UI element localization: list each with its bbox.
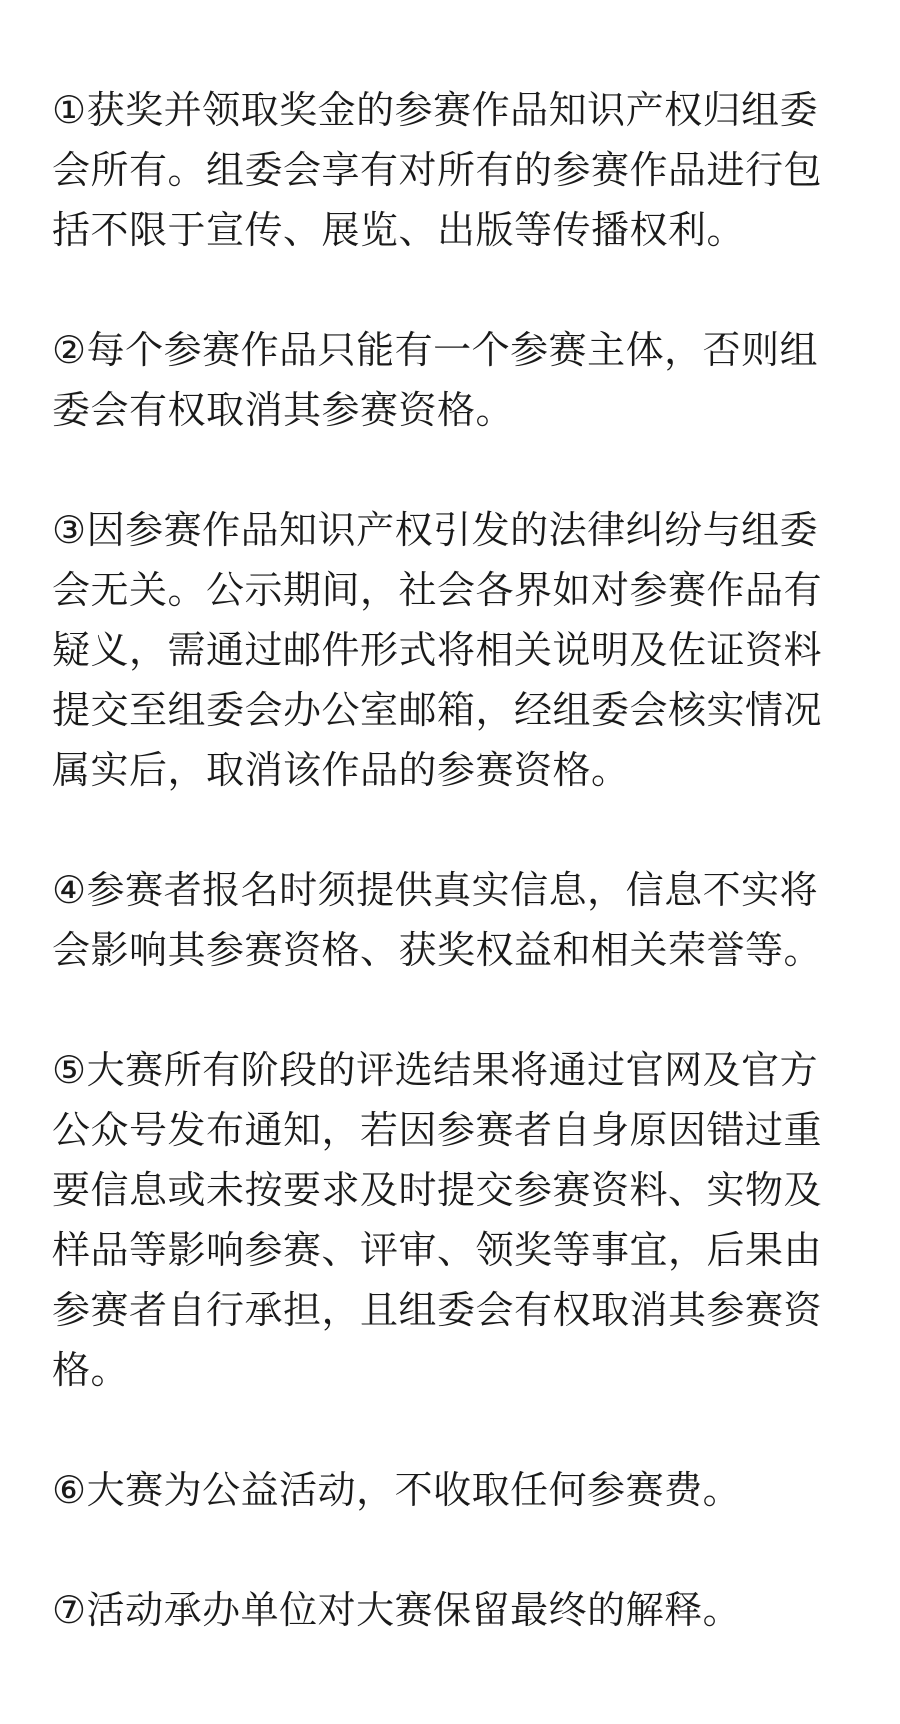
rules-document bbox=[52, 80, 852, 1640]
rule-paragraph-4: ④参赛者报名时须提供真实信息，信息不实将会影响其参赛资格、获奖权益和相关荣誉等。 bbox=[52, 868, 823, 972]
rule-paragraph-2: ②每个参赛作品只能有一个参赛主体，否则组委会有权取消其参赛资格。 bbox=[52, 328, 819, 432]
rule-paragraph-1: ①获奖并领取奖金的参赛作品知识产权归组委会所有。组委会享有对所有的参赛作品进行包括不限于宣传、展览、出版等传播权利。 bbox=[52, 88, 823, 252]
rule-paragraph-5: ⑤大赛所有阶段的评选结果将通过官网及官方公众号发布通知，若因参赛者自身原因错过重要信息或未按要求及时提交参赛资料、实物及样品等影响参赛、评审、领奖等事宜，后果由参赛者自行承担，且组委会有权取消其参赛资格。 bbox=[52, 1048, 823, 1392]
rule-paragraph-3: ③因参赛作品知识产权引发的法律纠纷与组委会无关。公示期间，社会各界如对参赛作品有疑义，需通过邮件形式将相关说明及佐证资料提交至组委会办公室邮箱，经组委会核实情况属实后，取消该作品的参赛资格。 bbox=[52, 508, 823, 792]
rule-paragraph-7: ⑦活动承办单位对大赛保留最终的解释。 bbox=[52, 1588, 742, 1632]
rule-paragraph-6: ⑥大赛为公益活动，不收取任何参赛费。 bbox=[52, 1468, 742, 1512]
